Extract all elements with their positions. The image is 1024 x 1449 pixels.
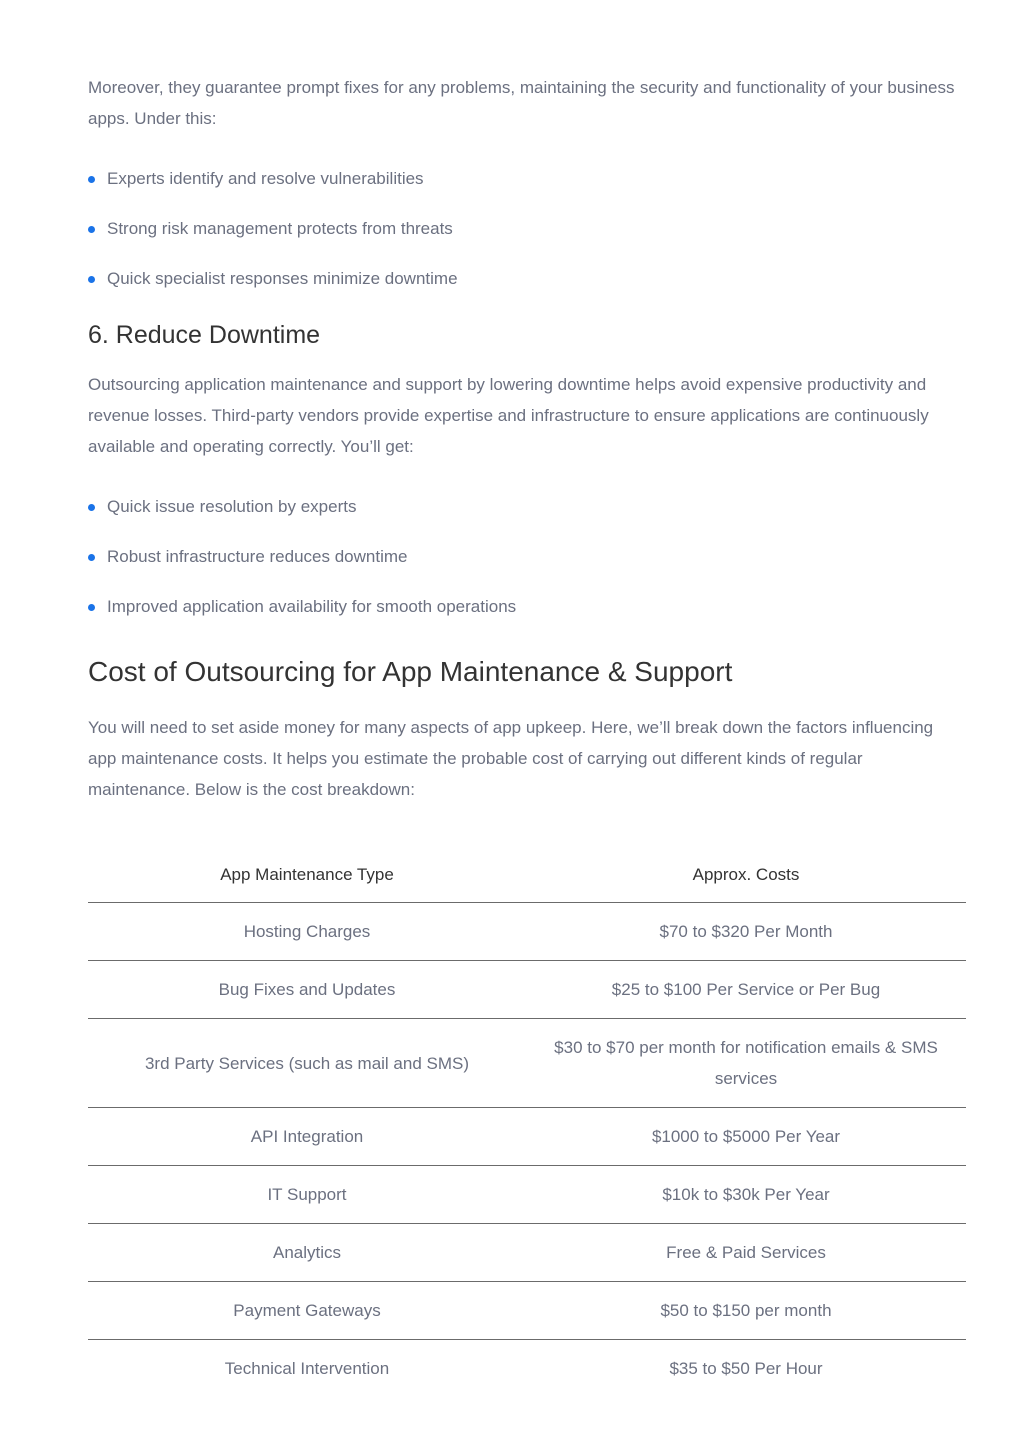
cost-paragraph: You will need to set aside money for many aspects of app upkeep. Here, we’ll break down the factors influencing app maintenance costs. It helps you estimate the probable cost of carrying out different kinds of regular maintenance. Below is the cost breakdown: bbox=[88, 718, 934, 799]
cost-cell: $25 to $100 Per Service or Per Bug bbox=[526, 961, 966, 1019]
cost-cell: $1000 to $5000 Per Year bbox=[526, 1108, 966, 1166]
list-item-text: Strong risk management protects from threats bbox=[107, 219, 453, 238]
list-item bbox=[88, 217, 966, 241]
reduce-downtime-paragraph: Outsourcing application maintenance and support by lowering downtime helps avoid expensive productivity and revenue losses. Third-party vendors provide expertise and infrastructure to ensure applications are continuously available and operating correctly. You’ll get: bbox=[88, 375, 929, 456]
table-row bbox=[88, 1224, 966, 1282]
list-item-text: Experts identify and resolve vulnerabilities bbox=[107, 169, 424, 188]
cost-cell: $30 to $70 per month for notification emails & SMS services bbox=[526, 1019, 966, 1108]
bullet-dot-icon bbox=[88, 504, 95, 511]
cost-cell: $50 to $150 per month bbox=[526, 1282, 966, 1340]
cost-table bbox=[88, 846, 966, 1397]
maintenance-type-cell: Bug Fixes and Updates bbox=[88, 961, 526, 1019]
section-heading-reduce-downtime: 6. Reduce Downtime bbox=[88, 321, 321, 349]
maintenance-type-cell: 3rd Party Services (such as mail and SMS) bbox=[88, 1019, 526, 1108]
list-item bbox=[88, 545, 966, 569]
maintenance-type-cell: Hosting Charges bbox=[88, 903, 526, 961]
table-row bbox=[88, 1108, 966, 1166]
bullet-dot-icon bbox=[88, 176, 95, 183]
cost-cell: $35 to $50 Per Hour bbox=[669, 1359, 823, 1378]
list-item bbox=[88, 167, 966, 191]
cost-cell: Free & Paid Services bbox=[526, 1224, 966, 1282]
list-item-text: Quick issue resolution by experts bbox=[107, 497, 357, 516]
column-header-approx-costs: Approx. Costs bbox=[526, 846, 966, 903]
bullet-dot-icon bbox=[88, 604, 95, 611]
table-row bbox=[88, 1019, 966, 1108]
intro-bullet-list bbox=[88, 167, 966, 291]
intro-paragraph: Moreover, they guarantee prompt fixes for any problems, maintaining the security and functionality of your business apps. Under this: bbox=[88, 78, 955, 128]
maintenance-type-cell: IT Support bbox=[88, 1166, 526, 1224]
list-item-text: Improved application availability for smooth operations bbox=[107, 597, 517, 616]
table-row bbox=[88, 903, 966, 961]
maintenance-type-cell: API Integration bbox=[88, 1108, 526, 1166]
list-item-text: Quick specialist responses minimize downtime bbox=[107, 269, 458, 288]
table-row bbox=[88, 1166, 966, 1224]
bullet-dot-icon bbox=[88, 554, 95, 561]
table-header-row bbox=[88, 846, 966, 903]
reduce-downtime-bullet-list bbox=[88, 495, 966, 619]
maintenance-type-cell: Analytics bbox=[88, 1224, 526, 1282]
list-item bbox=[88, 495, 966, 519]
list-item bbox=[88, 267, 966, 291]
table-row bbox=[88, 1340, 966, 1398]
column-header-maintenance-type: App Maintenance Type bbox=[88, 846, 526, 903]
table-row bbox=[88, 1282, 966, 1340]
maintenance-type-cell: Payment Gateways bbox=[88, 1282, 526, 1340]
table-row bbox=[88, 961, 966, 1019]
article-content bbox=[88, 72, 966, 1397]
bullet-dot-icon bbox=[88, 276, 95, 283]
cost-cell: $70 to $320 Per Month bbox=[526, 903, 966, 961]
section-heading-cost-of-outsourcing: Cost of Outsourcing for App Maintenance & Support bbox=[88, 656, 733, 687]
list-item bbox=[88, 595, 966, 619]
cost-cell: $10k to $30k Per Year bbox=[526, 1166, 966, 1224]
list-item-text: Robust infrastructure reduces downtime bbox=[107, 547, 408, 566]
maintenance-type-cell: Technical Intervention bbox=[224, 1359, 390, 1378]
bullet-dot-icon bbox=[88, 226, 95, 233]
